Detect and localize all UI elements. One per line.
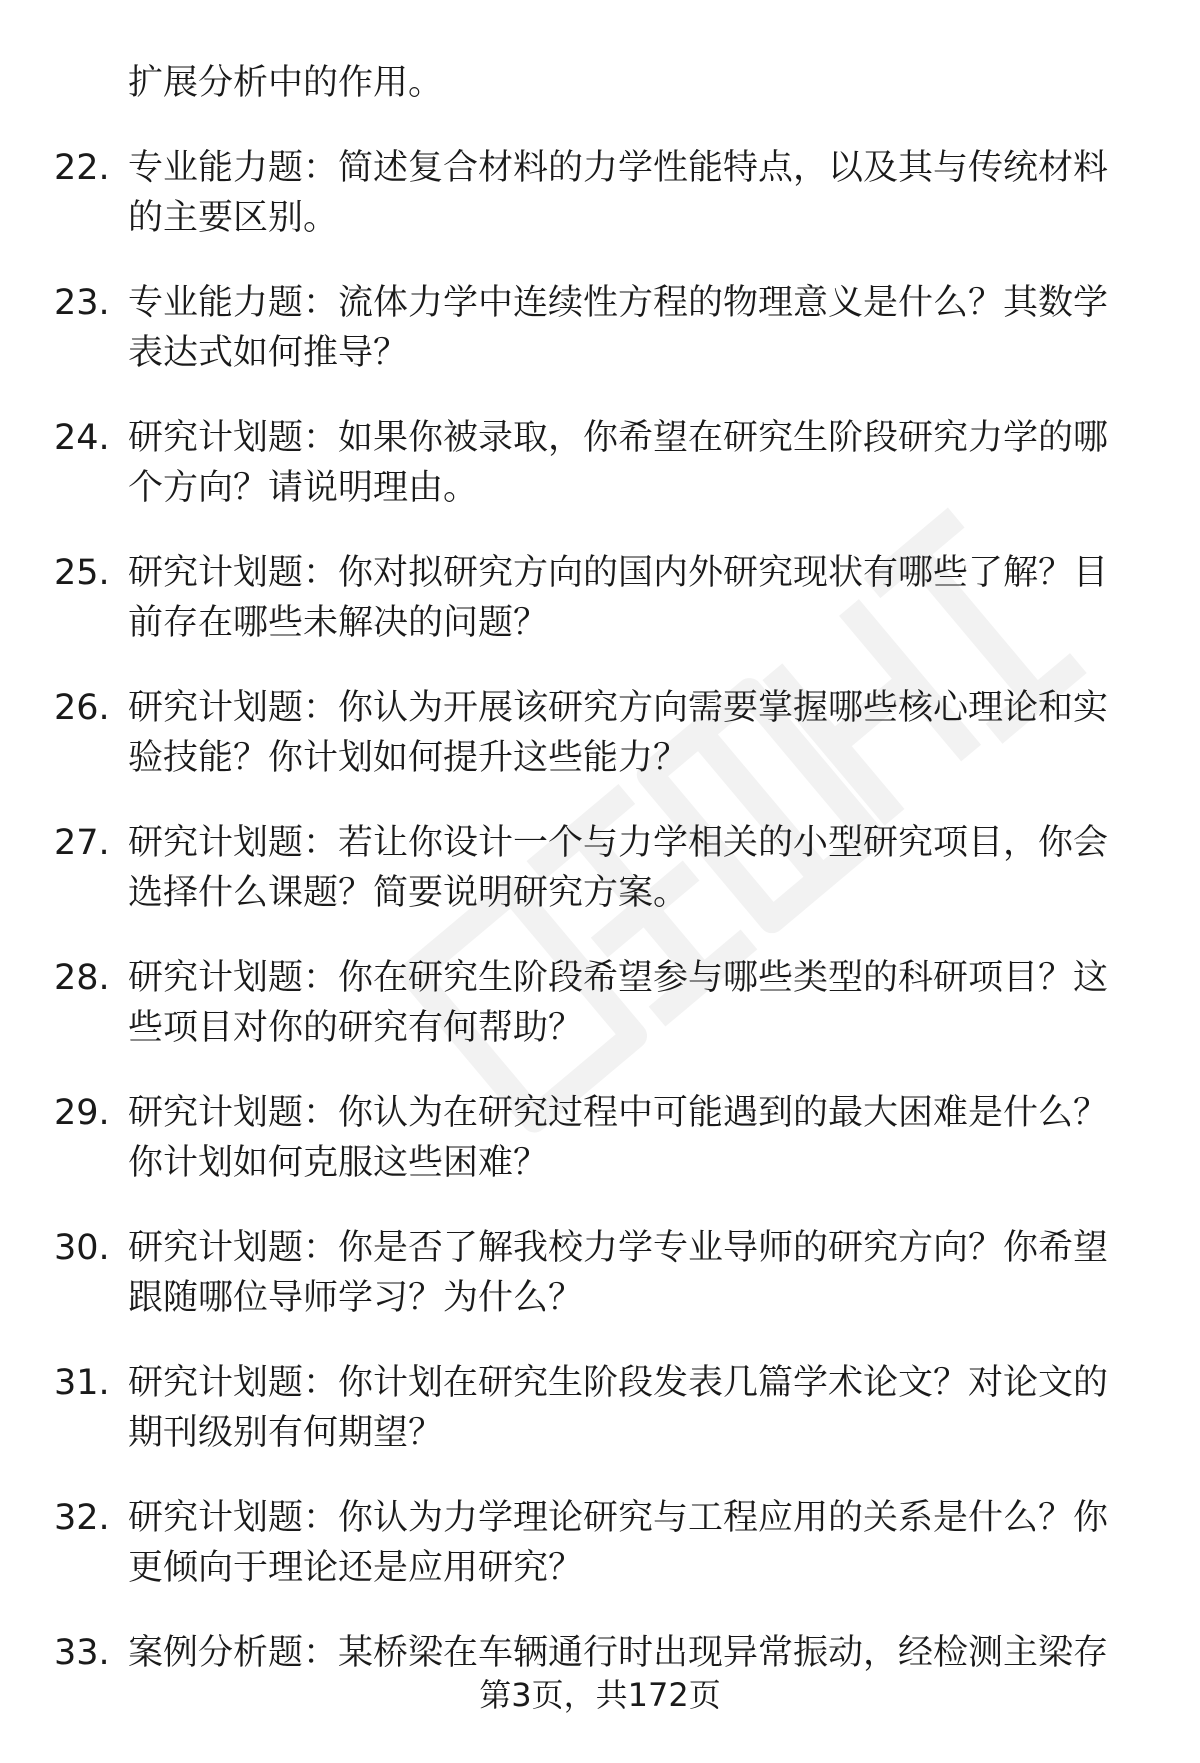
question-text: 研究计划题：若让你设计一个与力学相关的小型研究项目，你会选择什么课题？简要说明研究方案。	[128, 823, 1109, 913]
question-text: 研究计划题：你对拟研究方向的国内外研究现状有哪些了解？目前存在哪些未解决的问题？	[128, 553, 1109, 643]
question-text: 研究计划题：你认为力学理论研究与工程应用的关系是什么？你更倾向于理论还是应用研究？	[128, 1498, 1109, 1588]
question-item	[0, 1358, 1200, 1493]
question-number: 33.	[54, 1633, 110, 1673]
question-text: 研究计划题：你是否了解我校力学专业导师的研究方向？你希望跟随哪位导师学习？为什么？	[128, 1228, 1109, 1318]
question-item	[0, 1493, 1200, 1628]
page-footer: 第3页，共172页	[479, 1676, 721, 1714]
question-number: 26.	[54, 688, 110, 728]
question-item	[0, 413, 1200, 548]
question-number: 25.	[54, 553, 110, 593]
question-item	[0, 278, 1200, 413]
question-number: 32.	[54, 1498, 110, 1538]
question-number: 27.	[54, 823, 110, 863]
question-text: 研究计划题：如果你被录取，你希望在研究生阶段研究力学的哪个方向？请说明理由。	[128, 418, 1109, 508]
question-text: 专业能力题：流体力学中连续性方程的物理意义是什么？其数学表达式如何推导？	[128, 283, 1109, 373]
question-number: 29.	[54, 1093, 110, 1133]
question-list	[0, 143, 1200, 1763]
question-item	[0, 1088, 1200, 1223]
question-item	[0, 143, 1200, 278]
continuation-text: 扩展分析中的作用。	[128, 63, 444, 103]
question-item	[0, 548, 1200, 683]
question-text: 研究计划题：你认为开展该研究方向需要掌握哪些核心理论和实验技能？你计划如何提升这些能力？	[128, 688, 1109, 778]
question-number: 28.	[54, 958, 110, 998]
question-number: 24.	[54, 418, 110, 458]
question-text: 研究计划题：你在研究生阶段希望参与哪些类型的科研项目？这些项目对你的研究有何帮助？	[128, 958, 1109, 1048]
question-number: 22.	[54, 148, 110, 188]
question-number: 30.	[54, 1228, 110, 1268]
question-number: 31.	[54, 1363, 110, 1403]
question-item	[0, 953, 1200, 1088]
question-text: 研究计划题：你认为在研究过程中可能遇到的最大困难是什么？你计划如何克服这些困难？	[128, 1093, 1109, 1183]
question-text: 专业能力题：简述复合材料的力学性能特点，以及其与传统材料的主要区别。	[128, 148, 1109, 238]
question-text: 研究计划题：你计划在研究生阶段发表几篇学术论文？对论文的期刊级别有何期望？	[128, 1363, 1109, 1453]
question-item	[0, 683, 1200, 818]
question-item	[0, 818, 1200, 953]
question-item	[0, 1223, 1200, 1358]
question-number: 23.	[54, 283, 110, 323]
question-text: 案例分析题：某桥梁在车辆通行时出现异常振动，经检测主梁存	[128, 1633, 1109, 1673]
